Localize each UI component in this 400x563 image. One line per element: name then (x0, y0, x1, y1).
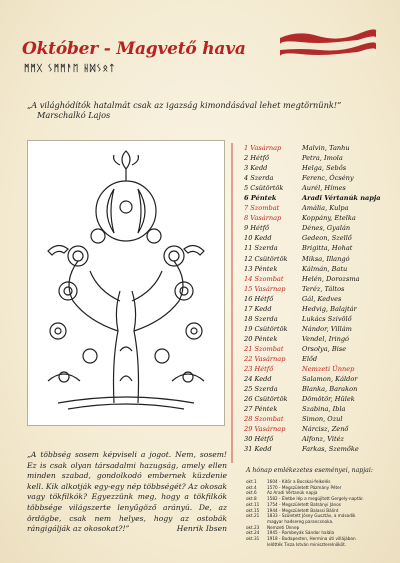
bottom-quote-text: „A többség sosem képviseli a jogot. Nem, sosem! Ez is csak olyan társadalmi hazugság, amely ellen minden szabad, gondolkodó embernek küzdenie kell. Kik alkotják egy-egy nép többségét? Az okosak vagy tökfilkók? Egyezzünk meg, hogy a tökfilkók többsége világszerte lenyűgöző arányú. De, az ördögbe, csak nem helyes, hogy az ostobák rángigálják az okosokat?!” (27, 450, 227, 534)
event-text: 1604 - Kitör a Bocskai-felkelés (267, 479, 331, 484)
calendar-names: Orsolya, Bise (302, 344, 347, 353)
calendar-day-row (244, 183, 394, 193)
calendar-day-row (244, 254, 394, 264)
calendar-day: 11 Szerda (244, 244, 278, 253)
calendar-day: 5 Csütörtök (244, 184, 284, 193)
tree-of-life-drawing (28, 141, 224, 425)
event-row (246, 542, 396, 548)
event-text: 1918 - Budapesten, Hermina úti villájában (267, 536, 356, 542)
calendar-day-row (244, 434, 394, 444)
calendar-day: 26 Csütörtök (244, 395, 288, 404)
bottom-quote-author: Henrik Ibsen (176, 524, 227, 534)
calendar-day-row (244, 444, 394, 454)
calendar-day-row (244, 233, 394, 243)
calendar-day-row (244, 364, 394, 374)
calendar-day: 19 Csütörtök (244, 324, 288, 333)
calendar-names: Nándor, Villám (302, 324, 352, 333)
calendar-day-row (244, 274, 394, 284)
calendar-day-row (244, 223, 394, 233)
calendar-names: Hedvig, Balajtár (302, 304, 357, 313)
calendar-names: Alfonz, Vitéz (302, 435, 344, 444)
calendar-day-row (244, 384, 394, 394)
calendar-names: Helén, Dorozsma (302, 274, 360, 283)
calendar-names: Előd (302, 354, 318, 363)
calendar-names: Szabina, Ibla (302, 405, 346, 414)
calendar-day: 15 Vasárnap (244, 284, 286, 293)
event-text: 1582 - Életbe lép a megújított Gergely-naptár. (267, 496, 364, 502)
calendar-names: Petra, Imola (302, 154, 343, 163)
calendar-day: 7 Szombat (244, 204, 280, 213)
calendar-day-row (244, 394, 394, 404)
event-text: Nemzeti Ünnep (267, 524, 300, 530)
event-text: 1754 - Megszületett Batsányi János (267, 501, 341, 507)
calendar-day-row (244, 354, 394, 364)
event-text: lelőtték Tisza István miniszterelnököt. (267, 541, 347, 547)
event-text: magyar hadsereg parancsnoka. (267, 518, 334, 524)
top-quote-text: „A világhódítók hatalmát csak az igazság kimondásával lehet megtörnünk!” (27, 100, 342, 110)
top-quote-author: Marschalkó Lajos (37, 110, 111, 120)
top-quote (27, 100, 387, 120)
calendar-day-row (244, 414, 394, 424)
calendar-day-row (244, 344, 394, 354)
tree-of-life-illustration (27, 140, 225, 426)
calendar-names: Amália, Kulpa (302, 204, 349, 213)
calendar-day-row (244, 294, 394, 304)
calendar-day: 25 Szerda (244, 385, 278, 394)
calendar-day-row (244, 203, 394, 213)
page-title: Október - Magvető hava (22, 39, 246, 59)
calendar-names: Ferenc, Ócsény (302, 174, 354, 183)
event-date: okt.11 (246, 501, 260, 507)
calendar-day-row (244, 213, 394, 223)
event-text: 1570 - Megszületett Pázmány Péter (267, 484, 342, 490)
calendar-day: 24 Kedd (244, 375, 272, 384)
event-date: okt.6 (246, 490, 257, 496)
calendar-names: Simon, Ozul (302, 415, 343, 424)
calendar-names: Gál, Kedves (302, 294, 342, 303)
calendar-day: 4 Szerda (244, 174, 274, 183)
calendar-day: 6 Péntek (244, 194, 277, 203)
calendar-day: 9 Hétfő (244, 224, 270, 233)
event-date: okt.21 (246, 513, 260, 519)
event-date: okt.15 (246, 507, 260, 513)
hungarian-flag-icon (278, 28, 378, 64)
event-date: okt.8 (246, 496, 257, 502)
calendar-names: Aradi Vértanúk napja (302, 194, 381, 203)
calendar-names: Teréz, Táltos (302, 284, 345, 293)
calendar-day-row (244, 324, 394, 334)
calendar-day: 2 Hétfő (244, 154, 270, 163)
calendar-day-row (244, 163, 394, 173)
calendar-day: 18 Szerda (244, 314, 278, 323)
calendar-day: 23 Hétfő (244, 365, 274, 374)
event-text: 1945 - Rombeyák Sándor halála (267, 530, 335, 536)
calendar-day-row (244, 284, 394, 294)
calendar-day-row (244, 404, 394, 414)
calendar-day: 12 Csütörtök (244, 254, 288, 263)
calendar-day: 31 Kedd (244, 445, 272, 454)
calendar-names: Aurél, Hímes (302, 184, 346, 193)
calendar-names: Dénes, Gyalán (302, 224, 351, 233)
calendar-day: 10 Kedd (244, 234, 272, 243)
event-date: okt.23 (246, 524, 260, 530)
calendar-names: Lukács Szivölő (302, 314, 352, 323)
calendar-names: Vendel, Iringó (302, 334, 350, 343)
calendar-day: 27 Péntek (244, 405, 278, 414)
event-date (246, 542, 267, 548)
calendar-names: Koppány, Etelka (302, 214, 356, 223)
calendar-day-row (244, 153, 394, 163)
calendar-day-row (244, 334, 394, 344)
calendar-day-row (244, 173, 394, 183)
calendar-day: 16 Hétfő (244, 294, 274, 303)
calendar-day-row (244, 314, 394, 324)
event-date: okt.4 (246, 484, 257, 490)
calendar-day-row (244, 424, 394, 434)
calendar-names: Dömötör, Hülek (302, 395, 355, 404)
bottom-quote (27, 450, 227, 535)
events-heading: A hónap emlékezetes eseményei, napjai: (246, 467, 373, 474)
calendar-day: 17 Kedd (244, 304, 272, 313)
calendar-day-row (244, 374, 394, 384)
calendar-day: 21 Szombat (244, 344, 284, 353)
event-date: okt.1 (246, 479, 257, 484)
calendar-names: Brigitta, Hohat (302, 244, 353, 253)
calendar-day-row (244, 143, 394, 153)
calendar-day-row (244, 264, 394, 274)
event-text: 1944 - Megszületett Balassi Bálint (267, 507, 339, 513)
calendar-names: Farkas, Szemőke (302, 445, 359, 454)
calendar-day: 8 Vasárnap (244, 214, 282, 223)
event-date: okt.31 (246, 536, 260, 542)
calendar-names: Nárcisz, Zenő (302, 425, 349, 434)
events-list (246, 479, 396, 547)
calendar-day: 20 Péntek (244, 334, 278, 343)
calendar-names: Kálmán, Batu (302, 264, 348, 273)
calendar-day-row (244, 243, 394, 253)
calendar-day: 22 Vasárnap (244, 354, 286, 363)
calendar-names: Helga, Sebős (302, 164, 347, 173)
calendar-names: Miksa, Illangó (302, 254, 350, 263)
calendar-names: Gedeon, Szellő (302, 234, 352, 243)
event-text: 1833 - Született Jósey Gusztáv, a második (267, 513, 356, 519)
calendar-day: 30 Hétfő (244, 435, 274, 444)
calendar-names: Blanka, Barakon (302, 385, 358, 394)
calendar-day: 29 Vasárnap (244, 425, 286, 434)
calendar-list (244, 143, 394, 454)
calendar-names: Salamon, Káldor (302, 375, 358, 384)
calendar-day: 28 Szombat (244, 415, 284, 424)
event-date: okt.24 (246, 530, 260, 536)
calendar-names: Nemzeti Ünnep (302, 365, 355, 374)
calendar-day: 1 Vasárnap (244, 144, 282, 152)
calendar-day: 13 Péntek (244, 264, 278, 273)
calendar-day-row (244, 193, 394, 203)
runic-subtitle: ᛗᛗᚷ ᛊᛗᛗᚨᛖ ᚺᛞᛊᛟᛏ (24, 64, 116, 74)
calendar-day: 3 Kedd (244, 164, 268, 173)
calendar-day-row (244, 304, 394, 314)
calendar-names: Malvin, Tanhu (302, 144, 350, 152)
event-text: Az Aradi Vértanúk napja (267, 490, 318, 496)
calendar-day: 14 Szombat (244, 274, 284, 283)
